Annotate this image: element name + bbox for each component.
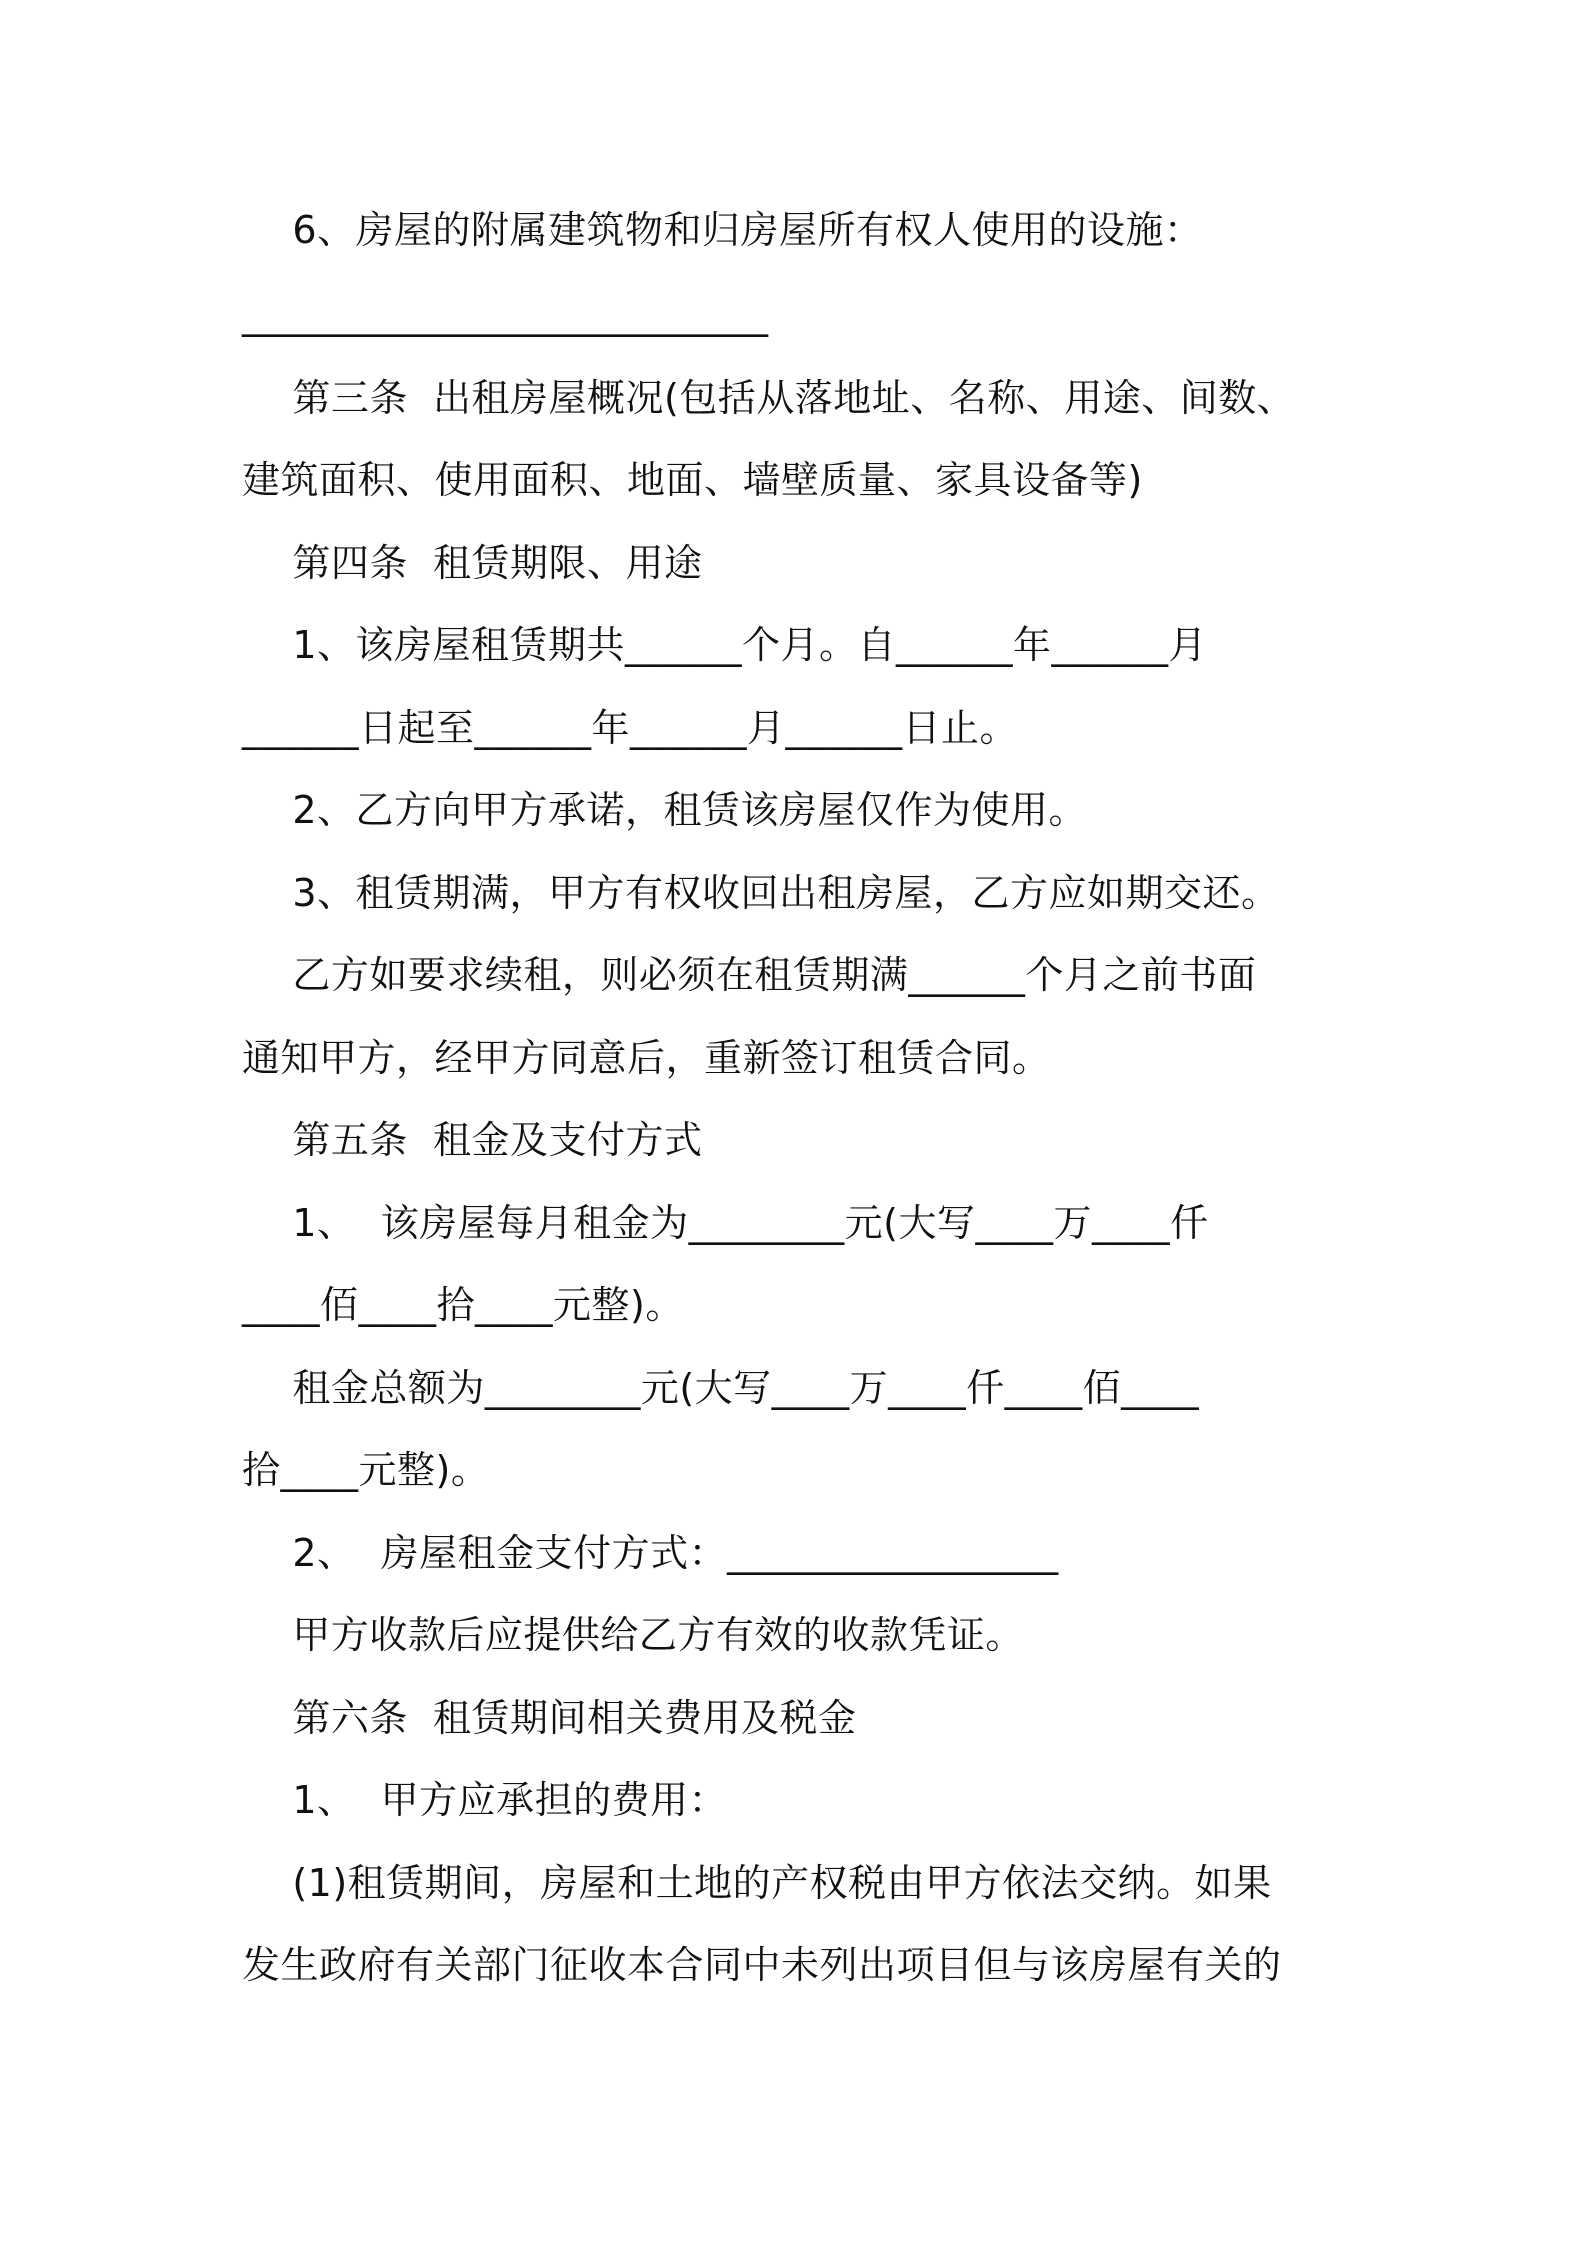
text-line: 乙方如要求续租，则必须在租赁期满______个月之前书面: [242, 953, 1257, 997]
text-line: 第三条 出租房屋概况(包括从落地址、名称、用途、间数、: [242, 376, 1296, 420]
text-line: 第四条 租赁期限、用途: [242, 541, 703, 585]
text-line: 3、租赁期满，甲方有权收回出租房屋，乙方应如期交还。: [242, 871, 1280, 915]
text-line: 第六条 租赁期间相关费用及税金: [242, 1696, 857, 1740]
text-line: 2、乙方向甲方承诺，租赁该房屋仅作为使用。: [242, 788, 1087, 832]
text-line: ______日起至______年______月______日止。: [242, 706, 1019, 750]
text-line: 第五条 租金及支付方式: [242, 1118, 703, 1162]
text-line: ___________________________: [242, 293, 769, 337]
text-line: ____佰____拾____元整)。: [242, 1283, 684, 1327]
text-line: 发生政府有关部门征收本合同中未列出项目但与该房屋有关的: [242, 1943, 1282, 1987]
text-line: 1、该房屋租赁期共______个月。自______年______月: [242, 623, 1207, 667]
text-line: 1、 甲方应承担的费用：: [242, 1778, 728, 1822]
text-line: 1、 该房屋每月租金为________元(大写____万____仟: [242, 1201, 1209, 1245]
text-line: (1)租赁期间，房屋和土地的产权税由甲方依法交纳。如果: [242, 1861, 1272, 1905]
text-line: 甲方收款后应提供给乙方有效的收款凭证。: [242, 1613, 1024, 1657]
text-line: 租金总额为________元(大写____万____仟____佰____: [242, 1366, 1200, 1410]
text-line: 建筑面积、使用面积、地面、墙壁质量、家具设备等): [242, 458, 1143, 502]
text-line: 拾____元整)。: [242, 1448, 490, 1492]
text-line: 通知甲方，经甲方同意后，重新签订租赁合同。: [242, 1036, 1051, 1080]
text-line: 6、房屋的附属建筑物和归房屋所有权人使用的设施：: [242, 208, 1203, 252]
text-line: 2、 房屋租金支付方式：_________________: [242, 1531, 1059, 1575]
